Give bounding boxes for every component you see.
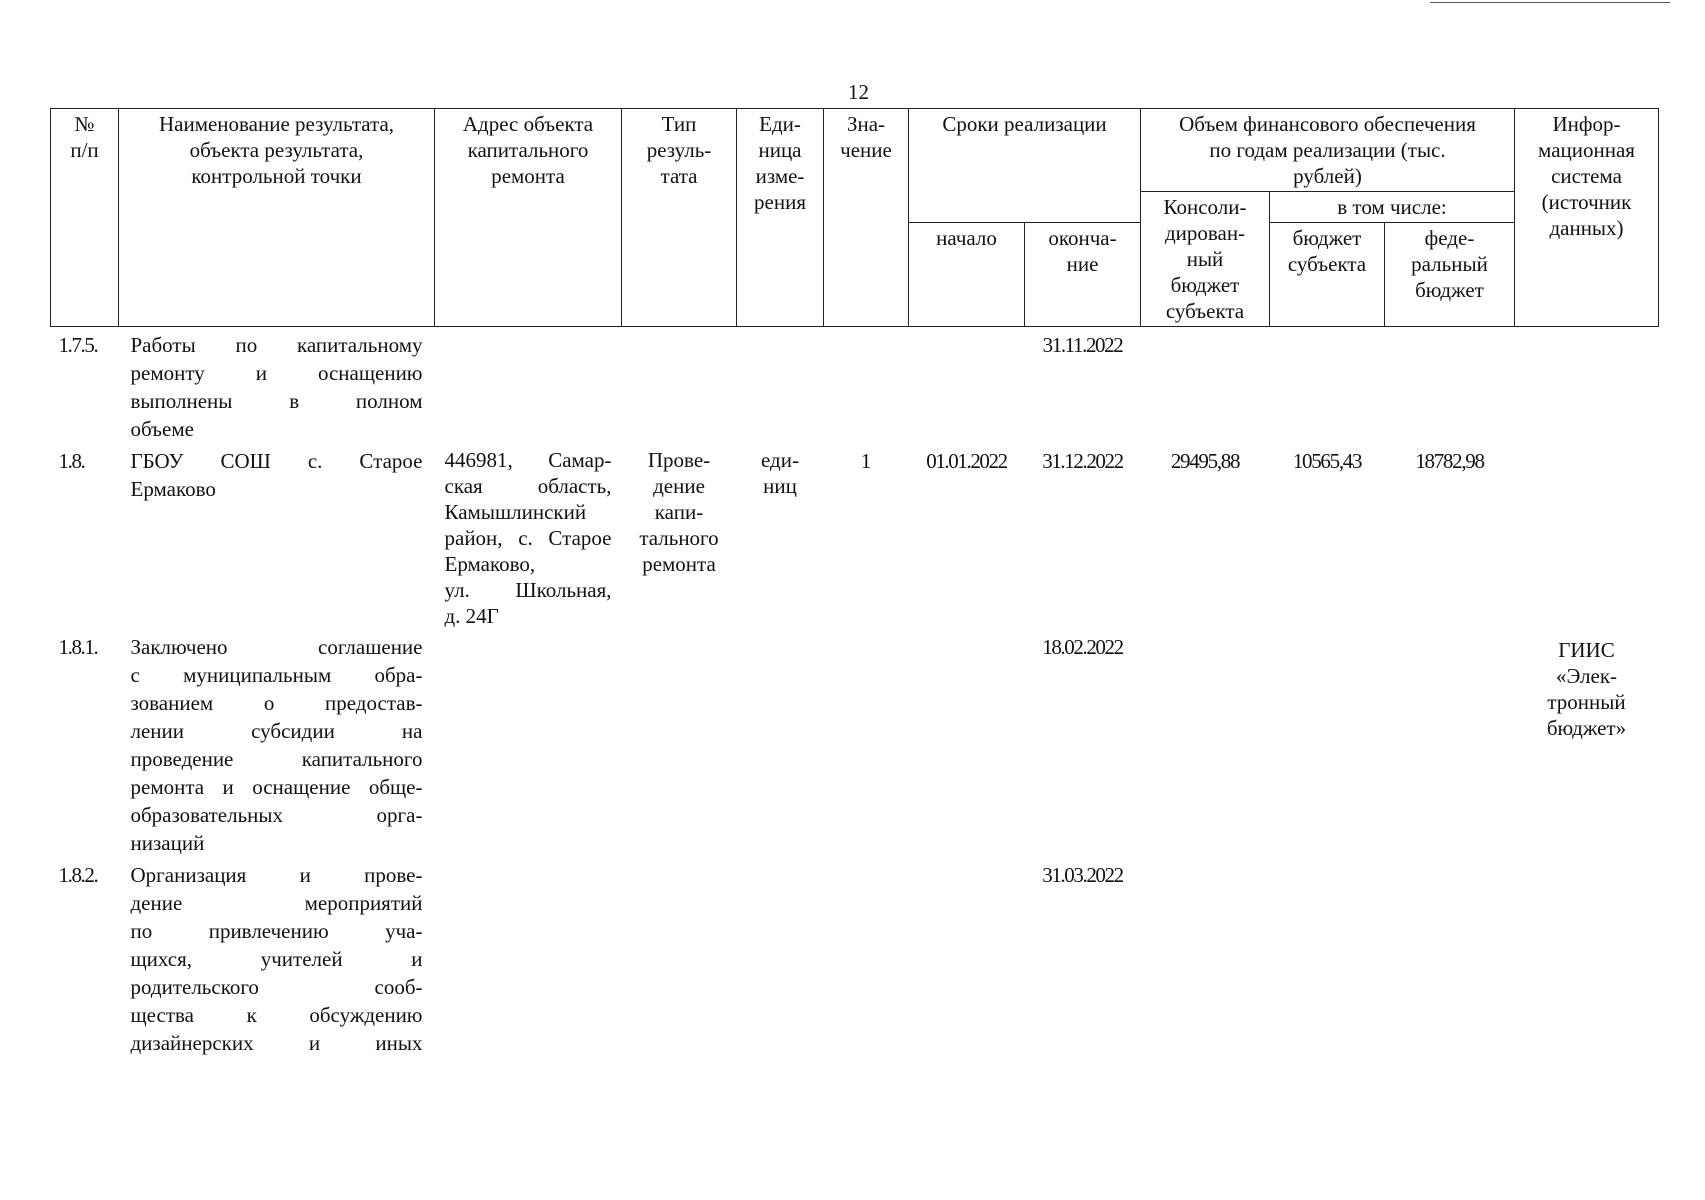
row-info-system: ГИИС «Элек- тронный бюджет» bbox=[1546, 638, 1627, 740]
row-consolidated-budget: 29495,88 bbox=[1170, 449, 1240, 473]
row-end-date: 31.11.2022 bbox=[1042, 333, 1123, 357]
row-value bbox=[824, 327, 909, 444]
row-name: Работы по капитальному ремонту и оснащению выполнены в полном объеме bbox=[130, 333, 423, 441]
header-address: Адрес объекта капитального ремонта bbox=[435, 109, 622, 327]
header-unit: Еди- ница изме- рения bbox=[737, 109, 824, 327]
row-number: 1.7.5. bbox=[58, 333, 98, 357]
row-unit: еди- ниц bbox=[761, 448, 799, 498]
row-federal-budget bbox=[1385, 629, 1515, 857]
header-end: оконча- ние bbox=[1025, 223, 1141, 327]
row-consolidated-budget bbox=[1141, 629, 1270, 857]
row-address bbox=[435, 857, 622, 1057]
row-unit bbox=[737, 629, 824, 857]
header-consolidated-budget: Консоли- дирован- ный бюджет субъекта bbox=[1141, 192, 1270, 327]
row-subject-budget: 10565,43 bbox=[1292, 449, 1362, 473]
header-no: № п/п bbox=[51, 109, 119, 327]
row-end-date: 18.02.2022 bbox=[1042, 635, 1123, 659]
row-subject-budget bbox=[1270, 629, 1385, 857]
row-start-date bbox=[909, 327, 1025, 444]
header-finance: Объем финансового обеспечения по годам реализации (тыс. рублей) bbox=[1141, 109, 1515, 192]
header-start: начало bbox=[909, 223, 1025, 327]
row-number: 1.8. bbox=[58, 449, 85, 473]
table-header bbox=[51, 109, 1659, 327]
header-subject-budget: бюджет субъекта bbox=[1270, 223, 1385, 327]
row-type: Прове- дение капи- тального ремонта bbox=[639, 448, 719, 576]
row-consolidated-budget bbox=[1141, 857, 1270, 1057]
row-subject-budget bbox=[1270, 857, 1385, 1057]
table-row bbox=[51, 629, 1659, 857]
row-name: Организация и прове- дение мероприятий по привлечению уча- щихся, учителей и родительского сооб- щества к обсуждению дизайнерских и иных bbox=[130, 863, 423, 1055]
row-value: 1 bbox=[860, 449, 872, 473]
row-unit bbox=[737, 327, 824, 444]
row-start-date bbox=[909, 629, 1025, 857]
table-body bbox=[51, 327, 1659, 1058]
row-info-system bbox=[1515, 857, 1659, 1057]
row-end-date: 31.12.2022 bbox=[1042, 449, 1123, 473]
header-federal-budget: феде- ральный бюджет bbox=[1385, 223, 1515, 327]
row-subject-budget bbox=[1270, 327, 1385, 444]
row-address: 446981, Самар- ская область, Камышлинский район, с. Старое Ермаково, ул. Школьная, д. 24Г bbox=[444, 448, 612, 628]
table-row bbox=[51, 327, 1659, 444]
header-terms: Сроки реализации bbox=[909, 109, 1141, 223]
row-federal-budget: 18782,98 bbox=[1415, 449, 1484, 473]
page-number: 12 bbox=[848, 80, 869, 104]
row-type bbox=[622, 629, 737, 857]
row-start-date bbox=[909, 857, 1025, 1057]
table-row bbox=[51, 443, 1659, 629]
row-value bbox=[824, 857, 909, 1057]
top-rule bbox=[1430, 2, 1670, 3]
row-type bbox=[622, 327, 737, 444]
header-type: Тип резуль- тата bbox=[622, 109, 737, 327]
header-info-system: Инфор- мационная система (источник данных) bbox=[1515, 109, 1659, 327]
row-info-system bbox=[1515, 443, 1659, 629]
row-consolidated-budget bbox=[1141, 327, 1270, 444]
row-address bbox=[435, 327, 622, 444]
table-row bbox=[51, 857, 1659, 1057]
row-number: 1.8.1. bbox=[58, 635, 98, 659]
row-number: 1.8.2. bbox=[58, 863, 98, 887]
row-name: Заключено соглашение с муниципальным обра- зованием о предостав- лении субсидии на проведение капитального ремонта и оснащение обще- образовательных орга- низаций bbox=[130, 635, 423, 855]
row-start-date: 01.01.2022 bbox=[926, 449, 1007, 473]
header-name: Наименование результата, объекта результата, контрольной точки bbox=[119, 109, 435, 327]
results-table bbox=[50, 108, 1659, 1057]
header-including: в том числе: bbox=[1270, 192, 1515, 223]
header-value: Зна- чение bbox=[824, 109, 909, 327]
row-value bbox=[824, 629, 909, 857]
row-federal-budget bbox=[1385, 327, 1515, 444]
row-name: ГБОУ СОШ с. Старое Ермаково bbox=[130, 449, 423, 501]
row-type bbox=[622, 857, 737, 1057]
row-address bbox=[435, 629, 622, 857]
row-federal-budget bbox=[1385, 857, 1515, 1057]
row-end-date: 31.03.2022 bbox=[1042, 863, 1123, 887]
row-info-system bbox=[1515, 327, 1659, 444]
row-unit bbox=[737, 857, 824, 1057]
